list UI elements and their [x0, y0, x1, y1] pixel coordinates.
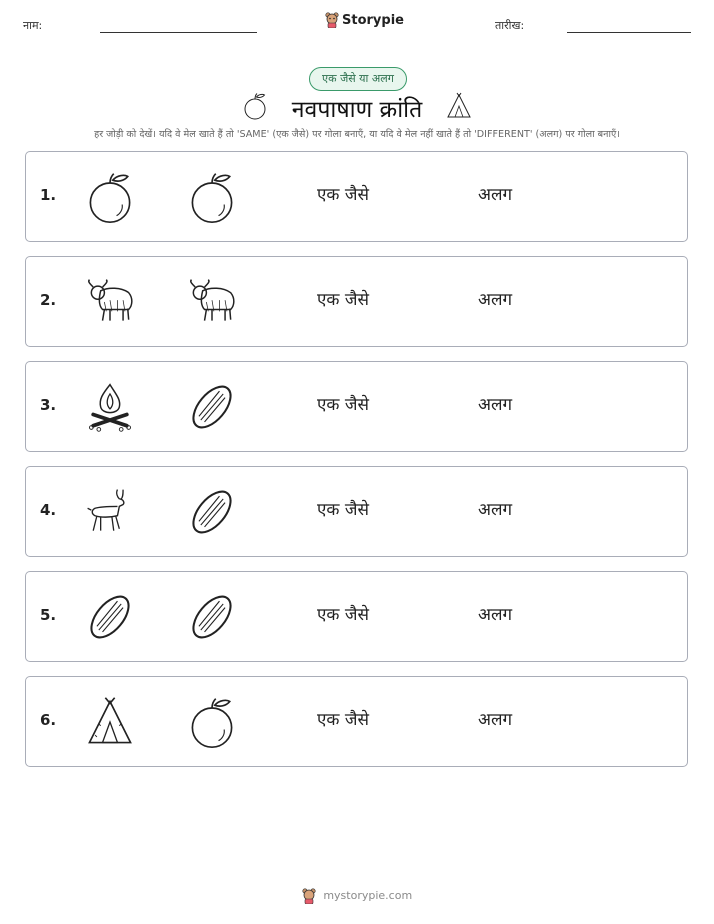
apple-icon [81, 169, 139, 225]
same-option[interactable]: एक जैसे [317, 395, 369, 415]
pair-row [25, 571, 688, 662]
apple-icon [183, 694, 241, 750]
row-number: 1. [40, 186, 57, 204]
storypie-logo [325, 12, 404, 28]
footer [0, 888, 714, 904]
left-image [81, 379, 139, 435]
instructions: हर जोड़ी को देखें। यदि वे मेल खाते हैं तो 'SAME' (एक जैसे) पर गोला बनाएँ, या यदि वे मेल नहीं खाते हैं तो 'DIFFERENT' (अलग) पर गोला बनाएँ। [94, 129, 620, 140]
same-option[interactable]: एक जैसे [317, 290, 369, 310]
different-option[interactable]: अलग [478, 605, 513, 625]
worksheet-title: नवपाषाण क्रांति [291, 97, 423, 123]
different-option[interactable]: अलग [478, 710, 513, 730]
left-image [81, 589, 139, 645]
campfire-icon [81, 379, 139, 435]
pair-row [25, 676, 688, 767]
bear-icon [325, 12, 339, 28]
seed-icon [183, 379, 241, 435]
right-image [183, 274, 241, 330]
date-label: तारीख: [495, 19, 525, 32]
right-image [183, 169, 241, 225]
left-image [81, 169, 139, 225]
row-number: 5. [40, 606, 57, 624]
row-number: 4. [40, 501, 57, 519]
footer-link[interactable]: mystorypie.com [323, 889, 413, 902]
date-line[interactable] [567, 32, 691, 33]
pair-row [25, 256, 688, 347]
apple-icon [183, 169, 241, 225]
row-number: 3. [40, 396, 57, 414]
name-label: नाम: [23, 19, 43, 32]
logo-text: Storypie [342, 12, 404, 28]
same-option[interactable]: एक जैसे [317, 185, 369, 205]
right-image [183, 484, 241, 540]
pair-row [25, 466, 688, 557]
tent-icon [81, 694, 139, 750]
left-image [81, 694, 139, 750]
same-option[interactable]: एक जैसे [317, 500, 369, 520]
gazelle-icon [81, 484, 139, 540]
row-number: 6. [40, 711, 57, 729]
pair-row [25, 361, 688, 452]
yak-icon [183, 274, 241, 330]
yak-icon [81, 274, 139, 330]
left-image [81, 274, 139, 330]
topic-badge: एक जैसे या अलग [309, 67, 407, 91]
different-option[interactable]: अलग [478, 290, 513, 310]
pair-row [25, 151, 688, 242]
row-number: 2. [40, 291, 57, 309]
right-image [183, 589, 241, 645]
seed-icon [183, 484, 241, 540]
name-line[interactable] [100, 32, 257, 33]
different-option[interactable]: अलग [478, 185, 513, 205]
seed-icon [183, 589, 241, 645]
right-image [183, 379, 241, 435]
same-option[interactable]: एक जैसे [317, 710, 369, 730]
different-option[interactable]: अलग [478, 395, 513, 415]
same-option[interactable]: एक जैसे [317, 605, 369, 625]
left-image [81, 484, 139, 540]
right-image [183, 694, 241, 750]
bear-icon [302, 888, 316, 904]
tent-icon [444, 90, 474, 122]
seed-icon [81, 589, 139, 645]
different-option[interactable]: अलग [478, 500, 513, 520]
